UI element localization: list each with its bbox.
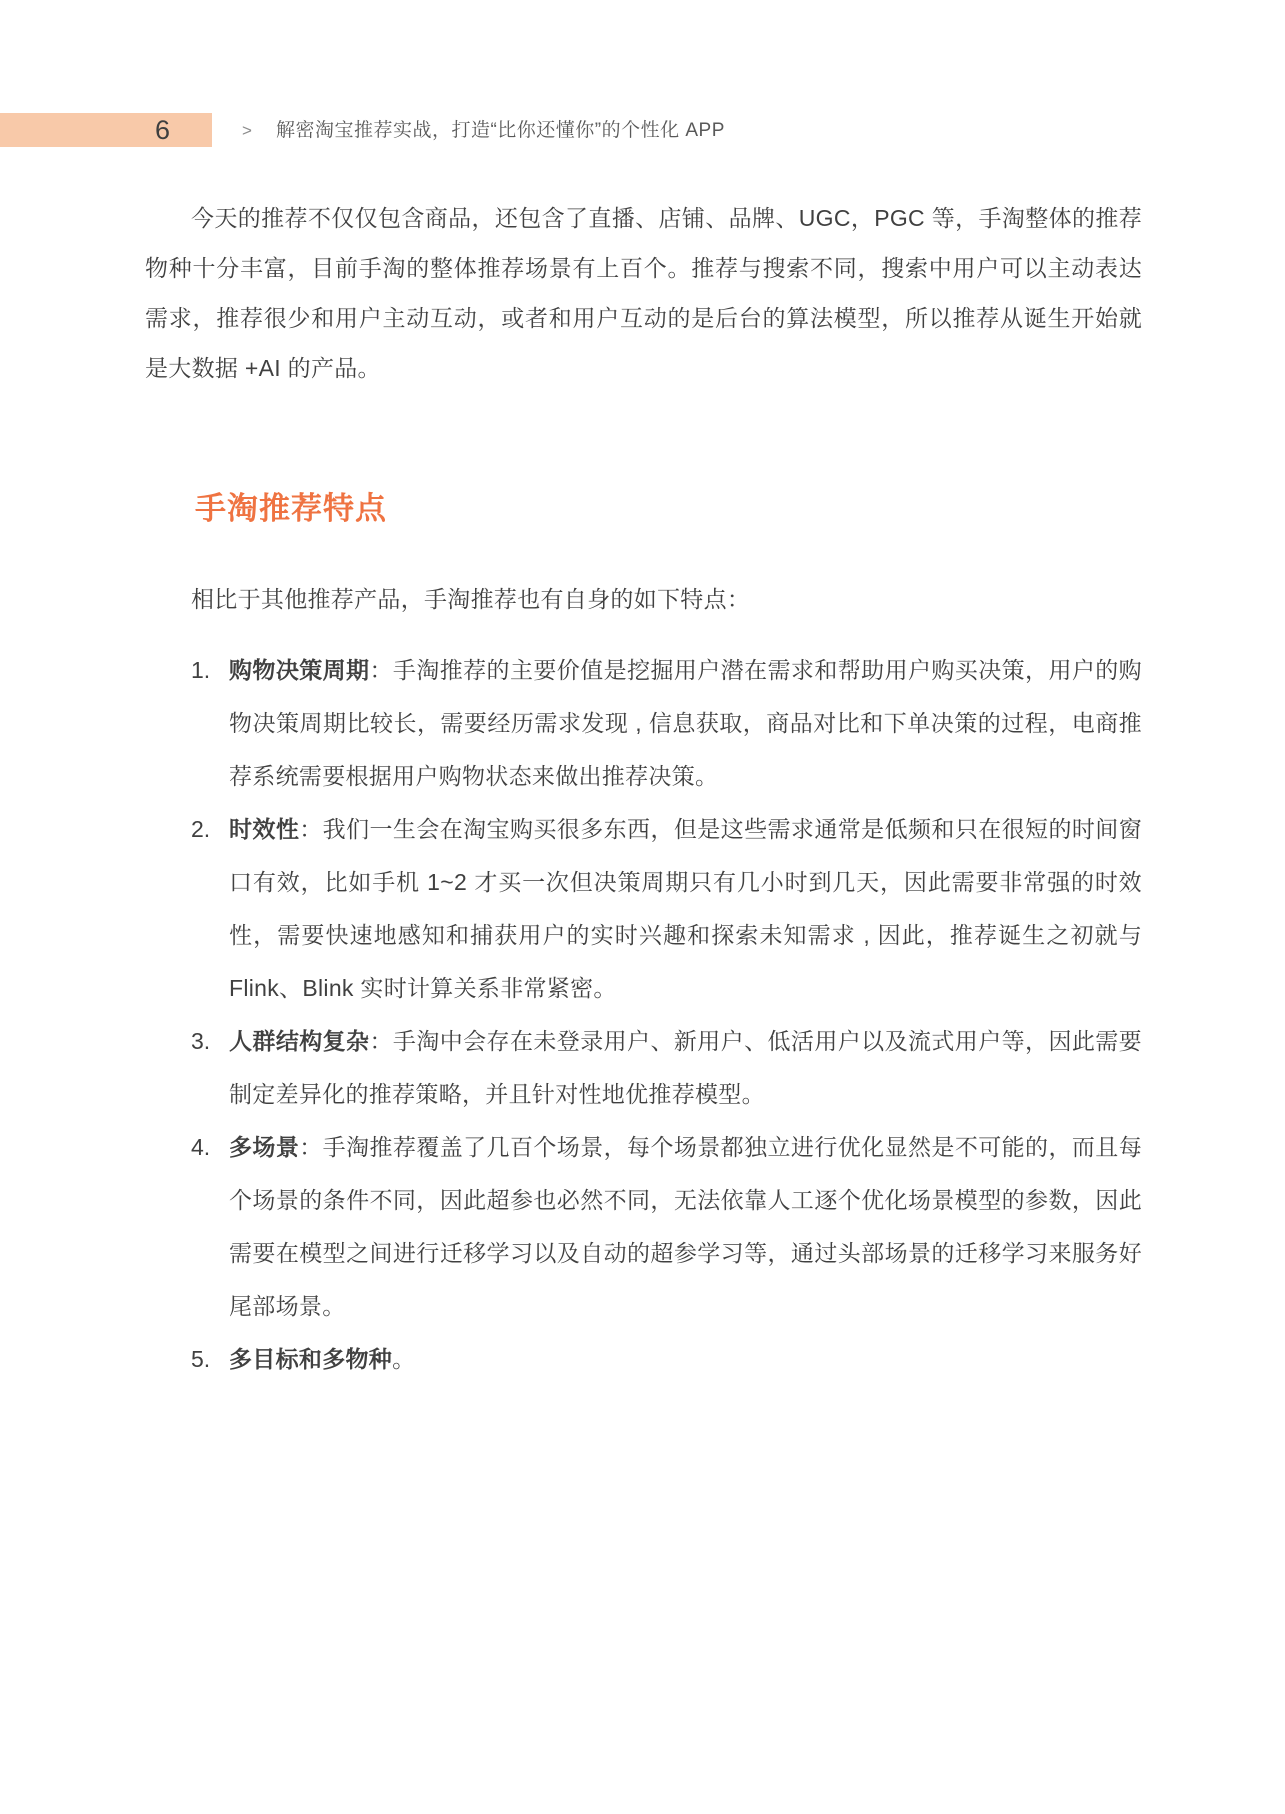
list-item-5-number: 5.: [191, 1346, 211, 1372]
list-item-3-body: 手淘中会存在未登录用户、新用户、低活用户以及流式用户等，因此需要制定差异化的推荐策略，并且针对性地优推荐模型。: [229, 1028, 1142, 1107]
list-item-1-text: [229, 644, 1142, 803]
list-item-2-term: 时效性: [229, 816, 300, 842]
list-item-5: [191, 1333, 1142, 1386]
list-item-4-number: 4.: [191, 1134, 211, 1160]
list-item-3-text: [229, 1015, 1142, 1121]
page-number-band: [0, 113, 212, 147]
page-header: [0, 113, 1285, 147]
list-item-5-text: [229, 1333, 1142, 1386]
page-number: 6: [154, 114, 170, 145]
intro-paragraph: 今天的推荐不仅仅包含商品，还包含了直播、店铺、品牌、UGC，PGC 等，手淘整体的推荐物种十分丰富，目前手淘的整体推荐场景有上百个。推荐与搜索不同，搜索中用户可以主动表达需求，推荐很少和用户主动互动，或者和用户互动的是后台的算法模型，所以推荐从诞生开始就是大数据 +AI 的产品。: [145, 205, 1142, 381]
list-item-2-separator: ：: [299, 816, 323, 842]
list-item-3-number: 3.: [191, 1028, 211, 1054]
list-item-4: [191, 1121, 1142, 1333]
list-item-2-text: [229, 803, 1142, 1015]
section-lead: 相比于其他推荐产品，手淘推荐也有自身的如下特点：: [191, 586, 751, 612]
list-item-4-term: 多场景: [229, 1134, 300, 1160]
list-item-1-separator: ：: [369, 657, 393, 683]
list-item-1-term: 购物决策周期: [229, 657, 370, 683]
list-item-4-separator: ：: [299, 1134, 323, 1160]
list-item-2-body: 我们一生会在淘宝购买很多东西，但是这些需求通常是低频和只在很短的时间窗口有效，比如手机 1~2 才买一次但决策周期只有几小时到几天，因此需要非常强的时效性，需要快速地感知和捕获用户的实时兴趣和探索未知需求 , 因此，推荐诞生之初就与 Flink、Blink 实时计算关系非常紧密。: [229, 816, 1143, 1001]
list-item-1: [191, 644, 1142, 803]
list-item-4-body: 手淘推荐覆盖了几百个场景，每个场景都独立进行优化显然是不可能的，而且每个场景的条件不同，因此超参也必然不同，无法依靠人工逐个优化场景模型的参数，因此需要在模型之间进行迁移学习以及自动的超参学习等，通过头部场景的迁移学习来服务好尾部场景。: [229, 1134, 1143, 1319]
page-content: [145, 147, 1142, 1386]
list-item-3: [191, 1015, 1142, 1121]
feature-list: [191, 644, 1142, 1386]
section-heading: 手淘推荐特点: [195, 491, 387, 526]
list-item-2-number: 2.: [191, 816, 211, 842]
list-item-1-body: 手淘推荐的主要价值是挖掘用户潜在需求和帮助用户购买决策，用户的购物决策周期比较长，需要经历需求发现 , 信息获取，商品对比和下单决策的过程，电商推荐系统需要根据用户购物状态来做出推荐决策。: [229, 657, 1142, 789]
list-item-2: [191, 803, 1142, 1015]
list-item-1-number: 1.: [191, 657, 211, 683]
list-item-4-text: [229, 1121, 1142, 1333]
list-item-3-term: 人群结构复杂: [229, 1028, 370, 1054]
list-item-3-separator: ：: [369, 1028, 393, 1054]
header-title: 解密淘宝推荐实战，打造“比你还懂你”的个性化 APP: [275, 119, 725, 141]
list-item-5-term: 多目标和多物种: [229, 1346, 393, 1372]
header-separator-icon: >: [242, 120, 252, 140]
list-item-5-separator: 。: [392, 1346, 416, 1372]
